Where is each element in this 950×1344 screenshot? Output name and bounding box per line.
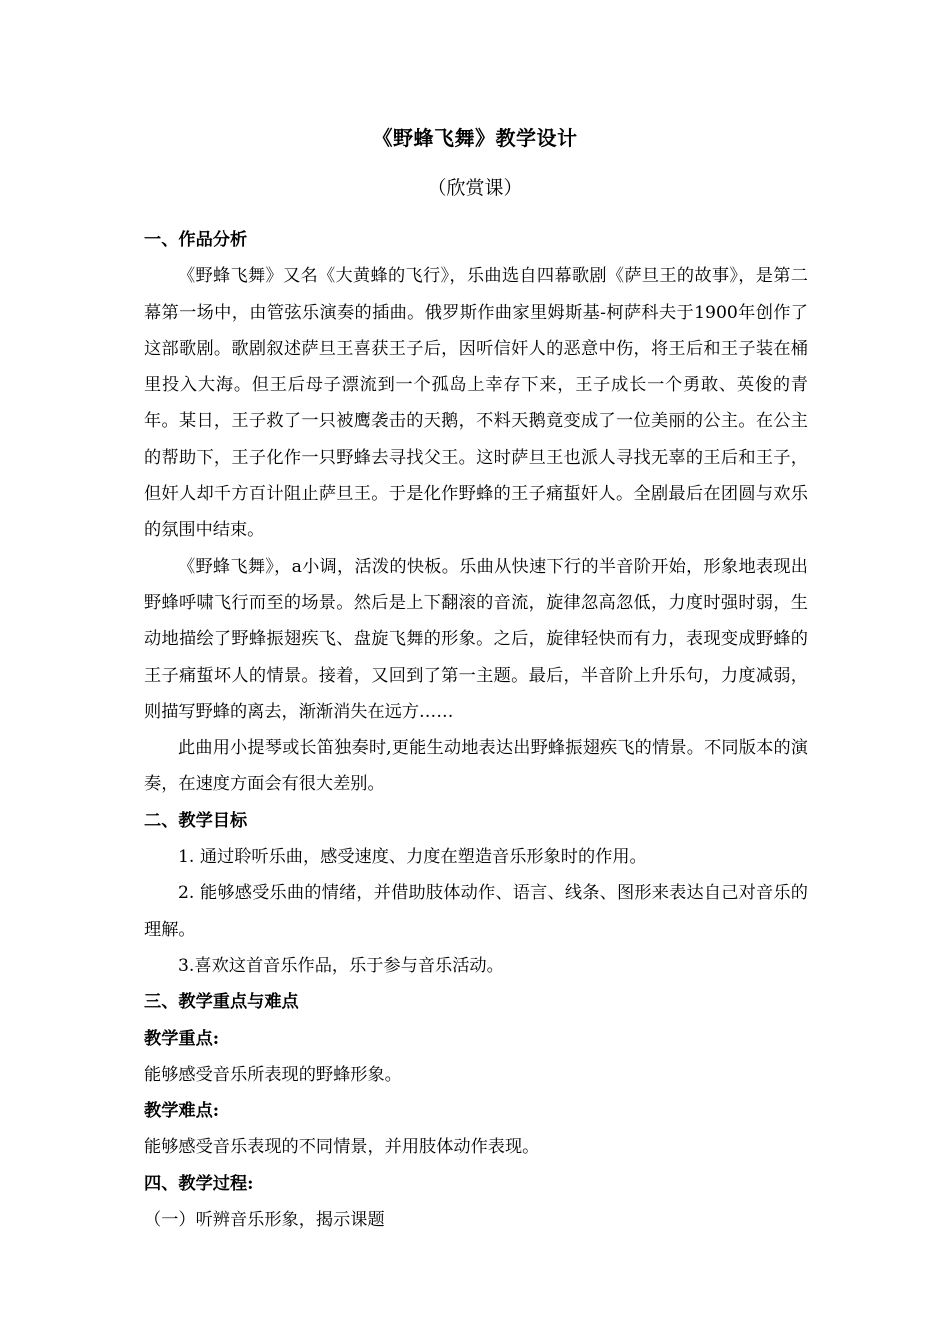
- document-title: 《野蜂飞舞》教学设计: [372, 126, 578, 150]
- objective-item-2: 2. 能够感受乐曲的情绪，并借助肢体动作、语言、线条、图形来表达自己对音乐的理解。: [144, 883, 808, 940]
- analysis-paragraph-2: 《野蜂飞舞》，a小调，活泼的快板。乐曲从快速下行的半音阶开始，形象地表现出野蜂呼啸飞行而至的场景。然后是上下翻滚的音流，旋律忽高忽低，力度时强时弱，生动地描绘了野蜂振翅疾飞、盘旋飞舞的形象。之后，旋律轻快而有力，表现变成野蜂的王子痛蜇坏人的情景。接着，又回到了第一主题。最后，半音阶上升乐句，力度减弱，则描写野蜂的离去，渐渐消失在远方……: [144, 556, 808, 722]
- section-heading-analysis: 一、作品分析: [144, 230, 248, 250]
- objective-item-1: 1. 通过聆听乐曲，感受速度、力度在塑造音乐形象时的作用。: [178, 847, 647, 868]
- document-body: [144, 222, 808, 1238]
- analysis-paragraph-1: 《野蜂飞舞》又名《大黄蜂的飞行》，乐曲选自四幕歌剧《萨旦王的故事》，是第二幕第一场中，由管弦乐演奏的插曲。俄罗斯作曲家里姆斯基-柯萨科夫于1900年创作了这部歌剧。歌剧叙述萨旦王喜获王子后，因听信奸人的恶意中伤，将王后和王子装在桶里投入大海。但王后母子漂流到一个孤岛上幸存下来，王子成长一个勇敢、英俊的青年。某日，王子救了一只被鹰袭击的天鹅，不料天鹅竟变成了一位美丽的公主。在公主的帮助下，王子化作一只野蜂去寻找父王。这时萨旦王也派人寻找无辜的王后和王子，但奸人却千方百计阻止萨旦王。于是化作野蜂的王子痛蜇奸人。全剧最后在团圆与欢乐的氛围中结束。: [144, 266, 808, 541]
- difficulty-label: 教学难点:: [144, 1101, 220, 1122]
- document-subtitle: （欣赏课）: [427, 177, 523, 199]
- section-heading-objectives: 二、教学目标: [144, 810, 248, 831]
- analysis-paragraph-3: 此曲用小提琴或长笛独奏时,更能生动地表达出野蜂振翅疾飞的情景。不同版本的演奏，在速度方面会有很大差别。: [144, 738, 808, 795]
- section-heading-process: 四、教学过程:: [144, 1173, 254, 1194]
- key-point-text: 能够感受音乐所表现的野蜂形象。: [144, 1064, 402, 1085]
- objective-item-3: 3.喜欢这首音乐作品，乐于参与音乐活动。: [178, 955, 504, 976]
- process-step-1: （一）听辨音乐形象，揭示课题: [144, 1210, 385, 1231]
- section-heading-key-points: 三、教学重点与难点: [144, 992, 299, 1013]
- key-point-label: 教学重点:: [144, 1028, 220, 1049]
- difficulty-text: 能够感受音乐表现的不同情景，并用肢体动作表现。: [144, 1137, 540, 1158]
